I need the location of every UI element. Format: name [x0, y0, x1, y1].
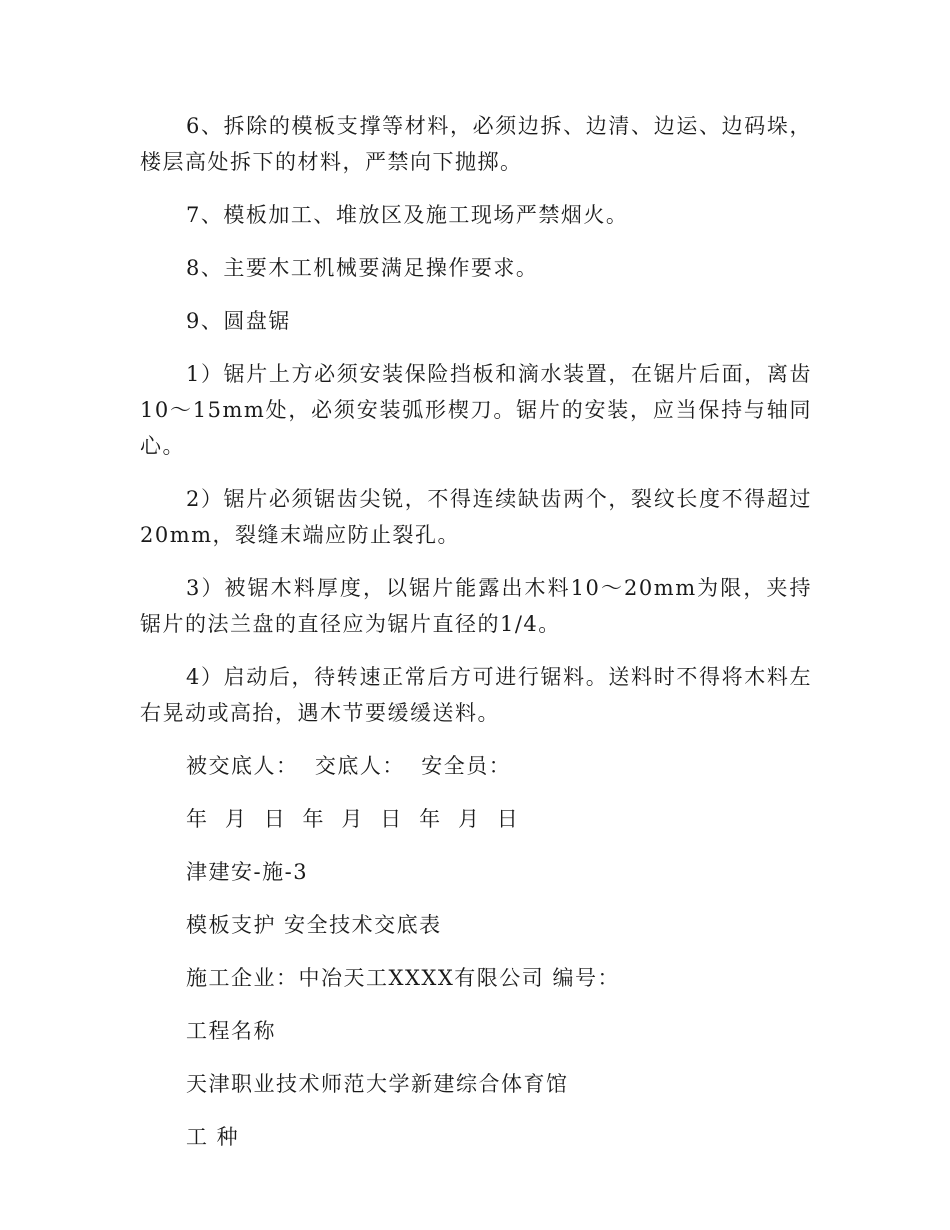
signature-roles-line: 被交底人： 交底人： 安全员：	[186, 754, 512, 778]
paragraph-item-8: 8、主要木工机械要满足操作要求。	[186, 256, 539, 280]
form-title: 模板支护 安全技术交底表	[186, 913, 442, 937]
form-code: 津建安-施-3	[186, 860, 309, 884]
project-name-value: 天津职业技术师范大学新建综合体育馆	[186, 1072, 569, 1096]
paragraph-item-7: 7、模板加工、堆放区及施工现场严禁烟火。	[186, 203, 629, 227]
trade-label: 工 种	[186, 1125, 240, 1149]
signature-dates-line: 年 月 日 年 月 日 年 月 日	[186, 807, 520, 831]
paragraph-item-9-heading: 9、圆盘锯	[186, 309, 291, 333]
paragraph-saw-rule-1: 1）锯片上方必须安装保险挡板和滴水装置，在锯片后面，离齿10～15mm处，必须安装弧形楔刀。锯片的安装，应当保持与轴同心。	[140, 362, 812, 458]
document-body	[140, 108, 812, 1172]
paragraph-saw-rule-3: 3）被锯木料厚度，以锯片能露出木料10～20mm为限，夹持锯片的法兰盘的直径应为锯片直径的1/4。	[140, 576, 812, 636]
paragraph-saw-rule-4: 4）启动后，待转速正常后方可进行锯料。送料时不得将木料左右晃动或高抬，遇木节要缓缓送料。	[140, 665, 812, 725]
paragraph-saw-rule-2: 2）锯片必须锯齿尖锐，不得连续缺齿两个，裂纹长度不得超过20mm，裂缝末端应防止裂孔。	[140, 487, 812, 547]
paragraph-item-6: 6、拆除的模板支撑等材料，必须边拆、边清、边运、边码垛，楼层高处拆下的材料，严禁向下抛掷。	[140, 114, 812, 174]
project-name-label: 工程名称	[186, 1019, 276, 1043]
company-line: 施工企业：中冶天工XXXX有限公司 编号：	[186, 966, 620, 990]
